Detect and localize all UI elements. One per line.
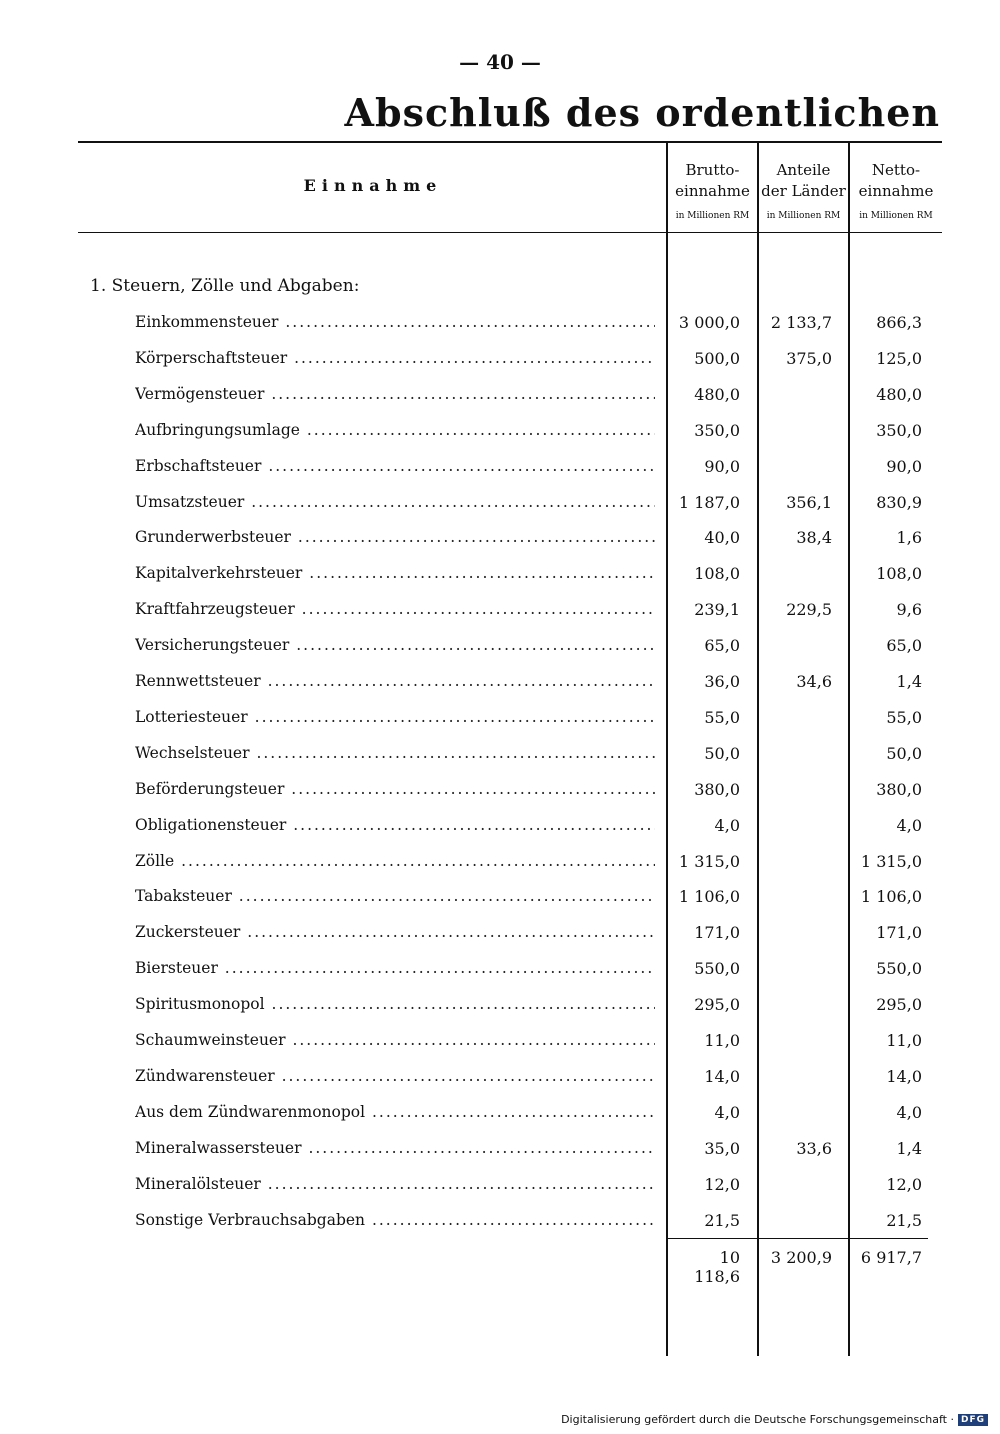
row-label: Wechselsteuer ..... — [135, 744, 655, 762]
cell-netto: 1,4 — [896, 1138, 922, 1158]
cell-netto: 125,0 — [876, 348, 922, 368]
column-header-anteile-unit: in Millionen RM — [766, 211, 841, 221]
sum-rule-netto — [850, 1238, 928, 1239]
row-label: Kraftfahrzeugsteuer ..... — [135, 600, 655, 618]
cell-netto: 65,0 — [886, 636, 922, 656]
table-row — [0, 1095, 1000, 1131]
cell-brutto: 55,0 — [704, 707, 740, 727]
row-label: Vermögensteuer ..... — [135, 385, 655, 403]
cell-brutto: 40,0 — [704, 528, 740, 548]
cell-netto: 1 106,0 — [860, 887, 922, 907]
table-row — [0, 736, 1000, 772]
cell-brutto: 4,0 — [714, 815, 740, 835]
cell-brutto: 171,0 — [694, 923, 740, 943]
cell-anteile: 375,0 — [786, 348, 832, 368]
column-header-netto-unit: in Millionen RM — [859, 211, 933, 221]
cell-netto: 550,0 — [876, 959, 922, 979]
cell-netto: 108,0 — [876, 564, 922, 584]
total-brutto: 10 118,6 — [694, 1248, 740, 1286]
cell-netto: 11,0 — [886, 1031, 922, 1050]
table-row — [0, 808, 1000, 844]
column-header-anteile — [759, 160, 848, 230]
cell-anteile: 229,5 — [786, 600, 832, 620]
cell-anteile: 2 133,7 — [770, 313, 832, 332]
table-row — [0, 1167, 1000, 1203]
row-label: Obligationensteuer ..... — [135, 816, 655, 834]
cell-brutto: 36,0 — [704, 672, 740, 691]
table-row — [0, 520, 1000, 556]
cell-brutto: 295,0 — [694, 995, 740, 1015]
top-rule — [78, 141, 942, 143]
cell-brutto: 550,0 — [694, 959, 740, 979]
table-row — [0, 700, 1000, 736]
column-header-netto-line2: einnahme — [858, 182, 934, 200]
row-label: Grunderwerbsteuer ..... — [135, 528, 655, 546]
cell-brutto: 500,0 — [694, 348, 740, 368]
table-row — [0, 628, 1000, 664]
cell-netto: 55,0 — [886, 707, 922, 727]
cell-netto: 1 315,0 — [860, 851, 922, 871]
column-header-brutto-line1: Brutto- — [685, 161, 740, 179]
row-label: Zündwarensteuer ..... — [135, 1067, 655, 1085]
cell-netto: 1,6 — [896, 528, 922, 548]
page-title: Abschluß des ordentlichen — [344, 90, 940, 135]
cell-brutto: 4,0 — [714, 1102, 740, 1122]
cell-netto: 9,6 — [896, 600, 922, 620]
table-row — [0, 664, 1000, 700]
row-label: Versicherungsteuer ..... — [135, 636, 655, 654]
row-label: Tabaksteuer ..... — [135, 887, 655, 905]
cell-brutto: 380,0 — [694, 779, 740, 799]
table-row — [0, 341, 1000, 377]
column-header-brutto-line2: einnahme — [675, 182, 750, 200]
cell-netto: 350,0 — [876, 420, 922, 440]
table-row — [0, 879, 1000, 915]
section-heading: 1. Steuern, Zölle und Abgaben: — [90, 276, 360, 296]
cell-netto: 830,9 — [876, 492, 922, 512]
cell-netto: 50,0 — [886, 743, 922, 763]
row-label: Zölle ..... — [135, 852, 655, 870]
cell-brutto: 239,1 — [694, 600, 740, 620]
einnahme-heading: Einnahme — [303, 176, 443, 195]
table-row — [0, 1203, 1000, 1239]
column-header-brutto — [668, 160, 757, 230]
row-label: Aus dem Zündwarenmonopol ..... — [135, 1103, 655, 1121]
cell-brutto: 1 187,0 — [678, 492, 740, 512]
cell-brutto: 11,0 — [704, 1031, 740, 1050]
cell-anteile: 33,6 — [796, 1138, 832, 1158]
row-label: Zuckersteuer ..... — [135, 923, 655, 941]
cell-netto: 4,0 — [896, 815, 922, 835]
total-anteile: 3 200,9 — [770, 1248, 832, 1267]
cell-netto: 295,0 — [876, 995, 922, 1015]
table-row — [0, 413, 1000, 449]
cell-brutto: 12,0 — [704, 1174, 740, 1194]
row-label: Spiritusmonopol ..... — [135, 995, 655, 1013]
cell-brutto: 3 000,0 — [678, 313, 740, 332]
row-label: Erbschaftsteuer ..... — [135, 457, 655, 475]
row-label: Körperschaftsteuer ..... — [135, 349, 655, 367]
cell-netto: 21,5 — [886, 1210, 922, 1230]
cell-netto: 14,0 — [886, 1066, 922, 1086]
row-label: Beförderungsteuer ..... — [135, 780, 655, 798]
cell-netto: 4,0 — [896, 1102, 922, 1122]
row-label: Schaumweinsteuer ..... — [135, 1031, 655, 1049]
cell-brutto: 350,0 — [694, 420, 740, 440]
row-label: Rennwettsteuer ..... — [135, 672, 655, 690]
row-label: Umsatzsteuer ..... — [135, 493, 655, 511]
row-label: Kapitalverkehrsteuer ..... — [135, 564, 655, 582]
cell-brutto: 108,0 — [694, 564, 740, 584]
sum-rule-brutto — [668, 1238, 757, 1239]
page-number: — 40 — — [459, 50, 541, 74]
table-row — [0, 305, 1000, 341]
row-label: Mineralwassersteuer ..... — [135, 1139, 655, 1157]
table-row — [0, 1131, 1000, 1167]
table-row — [0, 987, 1000, 1023]
cell-brutto: 14,0 — [704, 1066, 740, 1086]
total-netto: 6 917,7 — [860, 1248, 922, 1267]
table-row — [0, 377, 1000, 413]
cell-brutto: 1 315,0 — [678, 851, 740, 871]
cell-netto: 12,0 — [886, 1174, 922, 1194]
cell-anteile: 34,6 — [796, 672, 832, 691]
table-row — [0, 449, 1000, 485]
table-row — [0, 1023, 1000, 1059]
table-row — [0, 915, 1000, 951]
table-row — [0, 844, 1000, 880]
row-label: Aufbringungsumlage ..... — [135, 421, 655, 439]
cell-brutto: 50,0 — [704, 743, 740, 763]
cell-anteile: 38,4 — [796, 528, 832, 548]
row-label: Lotteriesteuer ..... — [135, 708, 655, 726]
sum-rule-anteile — [759, 1238, 848, 1239]
column-header-anteile-line1: Anteile — [776, 161, 831, 179]
row-label: Sonstige Verbrauchsabgaben ..... — [135, 1211, 655, 1229]
header-rule — [78, 232, 942, 233]
column-header-brutto-unit: in Millionen RM — [675, 211, 750, 221]
row-label: Einkommensteuer ..... — [135, 313, 655, 331]
table-row — [0, 1059, 1000, 1095]
row-label: Biersteuer ..... — [135, 959, 655, 977]
footer — [561, 1413, 988, 1426]
cell-netto: 90,0 — [886, 456, 922, 476]
dfg-logo: DFG — [958, 1414, 988, 1426]
cell-brutto: 35,0 — [704, 1138, 740, 1158]
table-row — [0, 772, 1000, 808]
table-row — [0, 485, 1000, 521]
table-row — [0, 951, 1000, 987]
cell-netto: 866,3 — [876, 313, 922, 332]
footer-text: Digitalisierung gefördert durch die Deutsche Forschungsgemeinschaft · — [561, 1413, 954, 1426]
cell-brutto: 65,0 — [704, 636, 740, 656]
cell-netto: 380,0 — [876, 779, 922, 799]
cell-netto: 480,0 — [876, 384, 922, 404]
table-row — [0, 592, 1000, 628]
cell-netto: 1,4 — [896, 672, 922, 691]
cell-anteile: 356,1 — [786, 492, 832, 512]
table-row — [0, 556, 1000, 592]
cell-brutto: 90,0 — [704, 456, 740, 476]
cell-netto: 171,0 — [876, 923, 922, 943]
column-header-netto — [850, 160, 942, 230]
cell-brutto: 1 106,0 — [678, 887, 740, 907]
row-label: Mineralölsteuer ..... — [135, 1175, 655, 1193]
cell-brutto: 21,5 — [704, 1210, 740, 1230]
cell-brutto: 480,0 — [694, 384, 740, 404]
column-header-netto-line1: Netto- — [871, 161, 921, 179]
column-header-anteile-line2: der Länder — [761, 182, 846, 200]
